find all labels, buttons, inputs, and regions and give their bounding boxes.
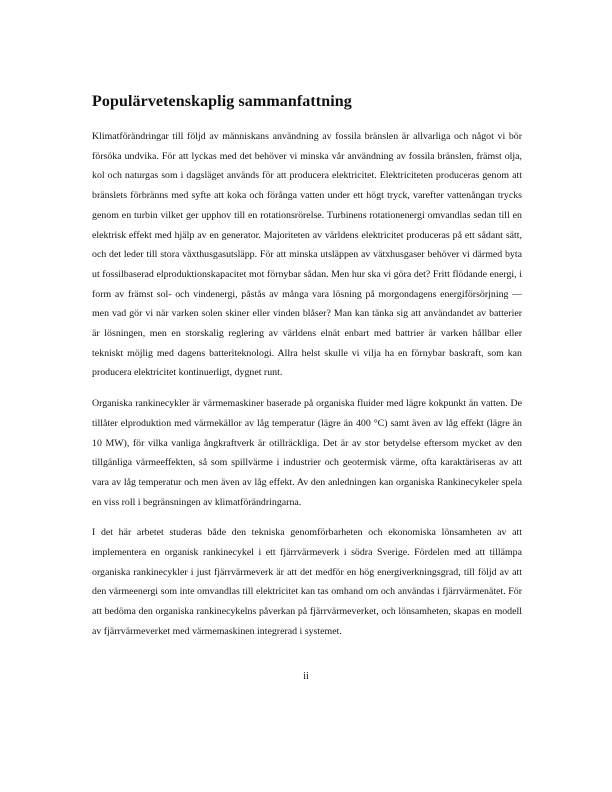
page-number: ii	[303, 671, 309, 682]
document-page	[92, 92, 522, 653]
paragraph-orc: Organiska rankinecykler är värmemaskiner baserade på organiska fluider med lägre kokpunkt än vatten. De tillåter elproduktion med värmekällor av låg temperatur (lägre än 400 °C) samt även av låg effekt (lägre än 10 MW), för vilka vanliga ångkraftverk är otillräckliga. Det är av stor betydelse eftersom mycket av den tillgänliga värmeeffekten, så som spillvärme i industrier och geotermisk värme, ofta karaktäriseras av att vara av låg temperatur och men även av låg effekt. Av den anledningen kan organiska Rankinecykeler spela en viss roll i begränsningen av klimatförändringarna.	[92, 398, 522, 508]
section-heading: Populärvetenskaplig sammanfattning	[92, 93, 352, 110]
paragraph-climate: Klimatförändringar till följd av människans användning av fossila bränslen är allvarliga och något vi bör försöka undvika. För att lyckas med det behöver vi minska vår användning av fossila bränslen, främst olja, kol och naturgas som i dagsläget används för att producera elektricitet. Elektriciteten produceras genom att bränslets förbränns med syfte att koka och förånga vatten under ett högt tryck, varefter vattenångan trycks genom en turbin vilket ger upphov till en rotationsrörelse. Turbinens rotationenergi omvandlas sedan till en elektrisk effekt med hjälp av en generator. Majoriteten av världens elektricitet produceras på ett sådant sätt, och det leder till stora växthusgasutsläpp. För att minska utsläppen av vätxhusgaser behöver vi därmed byta ut fossilbaserad elproduktionskapacitet mot förnybar sådan. Men hur ska vi göra det? Fritt flödande energi, i form av främst sol- och vindenergi, påstås av många vara lösning på morgondagens energiförsörjning — men vad gör vi när varken solen skiner eller vinden blåser? Man kan tänka sig att användandet av batterier är lösningen, men en storskalig reglering av världens elnät enbart med battrier är varken hållbar eller tekniskt möjlig med dagens batteriteknologi. Allra helst skulle vi vilja ha en förnybar baskraft, som kan producera elektricitet kontinuerligt, dygnet runt.	[92, 131, 522, 379]
paragraph-study: I det här arbetet studeras både den tekniska genomförbarheten och ekonomiska lönsamheten av att implementera en organisk rankinecykel i ett fjärrvärmeverk i södra Sverige. Fördelen med att tillämpa organiska rankinecykler i just fjärrvärmeverk är att det medför en hög energiverkningsgrad, till följd av att den värmeenergi som inte omvandlas till elektricitet kan tas omhand om och användas i fjärrvärmenätet. För att bedöma den organiska rankinecykelns påverkan på fjärrvärmeverket, och lönsamheten, skapas en modell av fjärrvärmeverket med värmemaskinen integrerad i systemet.	[92, 527, 522, 637]
